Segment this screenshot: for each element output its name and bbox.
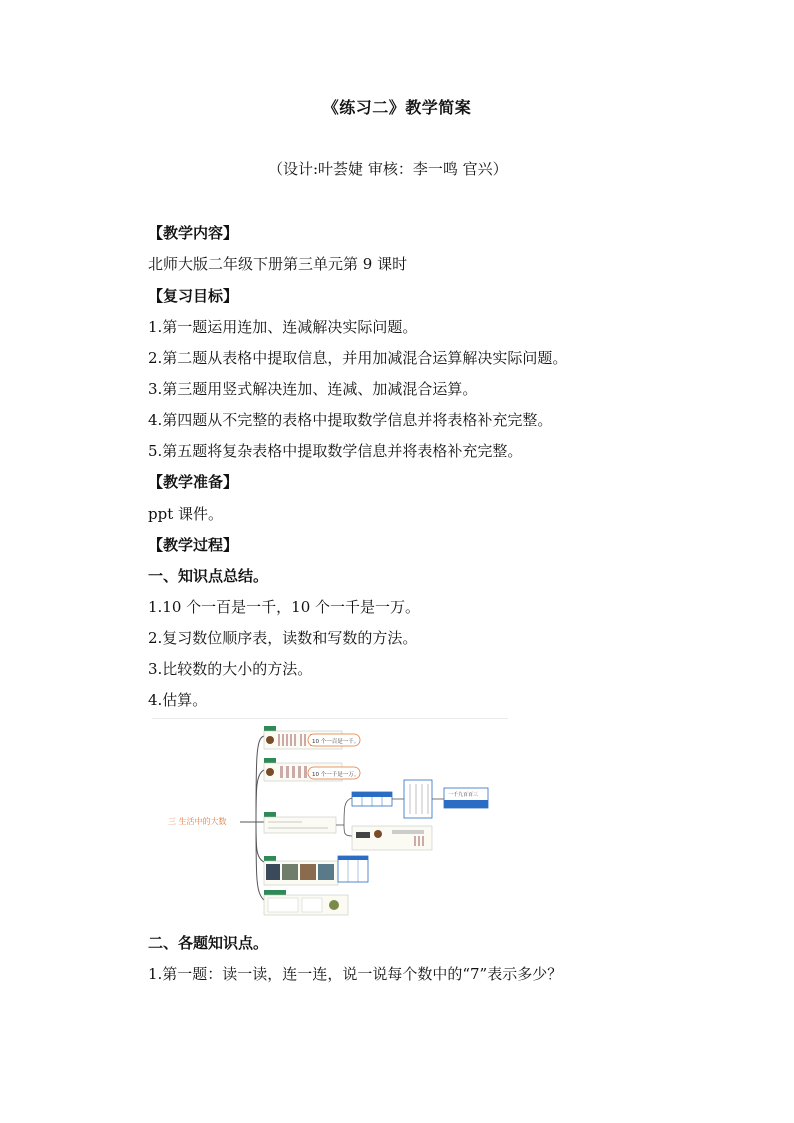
- mind-map-figure: [152, 718, 508, 918]
- branch-3: [264, 780, 488, 850]
- point-1: 1.10 个一百是一千，10 个一千是一万。: [148, 598, 421, 616]
- point-2: 2.复习数位顺序表，读数和写数的方法。: [148, 629, 418, 647]
- section-knowledge-points: 二、各题知识点。: [148, 934, 269, 952]
- heading-preparation: 【教学准备】: [148, 473, 239, 491]
- heading-process: 【教学过程】: [148, 536, 239, 554]
- bubble-text-1: 10 个一百是一千。: [312, 739, 360, 745]
- section-summary: 一、知识点总结。: [148, 567, 269, 585]
- heading-review-goals: 【复习目标】: [148, 287, 239, 305]
- point-4: 4.估算。: [148, 691, 208, 709]
- page-subtitle: （设计:叶荟婕 审核：李一鸣 官兴）: [268, 160, 508, 178]
- branch-1: [264, 726, 360, 749]
- result-box-text: 一千九百百三: [448, 792, 479, 798]
- goal-3: 3.第三题用竖式解决连加、连减、加减混合运算。: [148, 380, 478, 398]
- point-3: 3.比较数的大小的方法。: [148, 660, 313, 678]
- goal-1: 1.第一题运用连加、连减解决实际问题。: [148, 318, 418, 336]
- goal-2: 2.第二题从表格中提取信息，并用加减混合运算解决实际问题。: [148, 349, 568, 367]
- knowledge-point-1: 1.第一题：读一读，连一连，说一说每个数中的“7”表示多少？: [148, 965, 563, 983]
- bubble-text-2: 10 个一千是一万。: [312, 772, 360, 778]
- goal-5: 5.第五题将复杂表格中提取数学信息并将表格补充完整。: [148, 442, 523, 460]
- text-textbook: 北师大版二年级下册第三单元第 9 课时: [148, 255, 408, 273]
- mind-map-root-label: 三 生活中的大数: [168, 817, 227, 826]
- branch-2: [264, 758, 360, 781]
- goal-4: 4.第四题从不完整的表格中提取数学信息并将表格补充完整。: [148, 411, 553, 429]
- branch-4: [264, 856, 368, 885]
- branch-5: [264, 890, 348, 915]
- text-preparation: ppt 课件。: [148, 505, 224, 523]
- page-title: 《练习二》教学简案: [322, 98, 472, 117]
- heading-teaching-content: 【教学内容】: [148, 224, 239, 242]
- mind-map-svg: [152, 718, 508, 918]
